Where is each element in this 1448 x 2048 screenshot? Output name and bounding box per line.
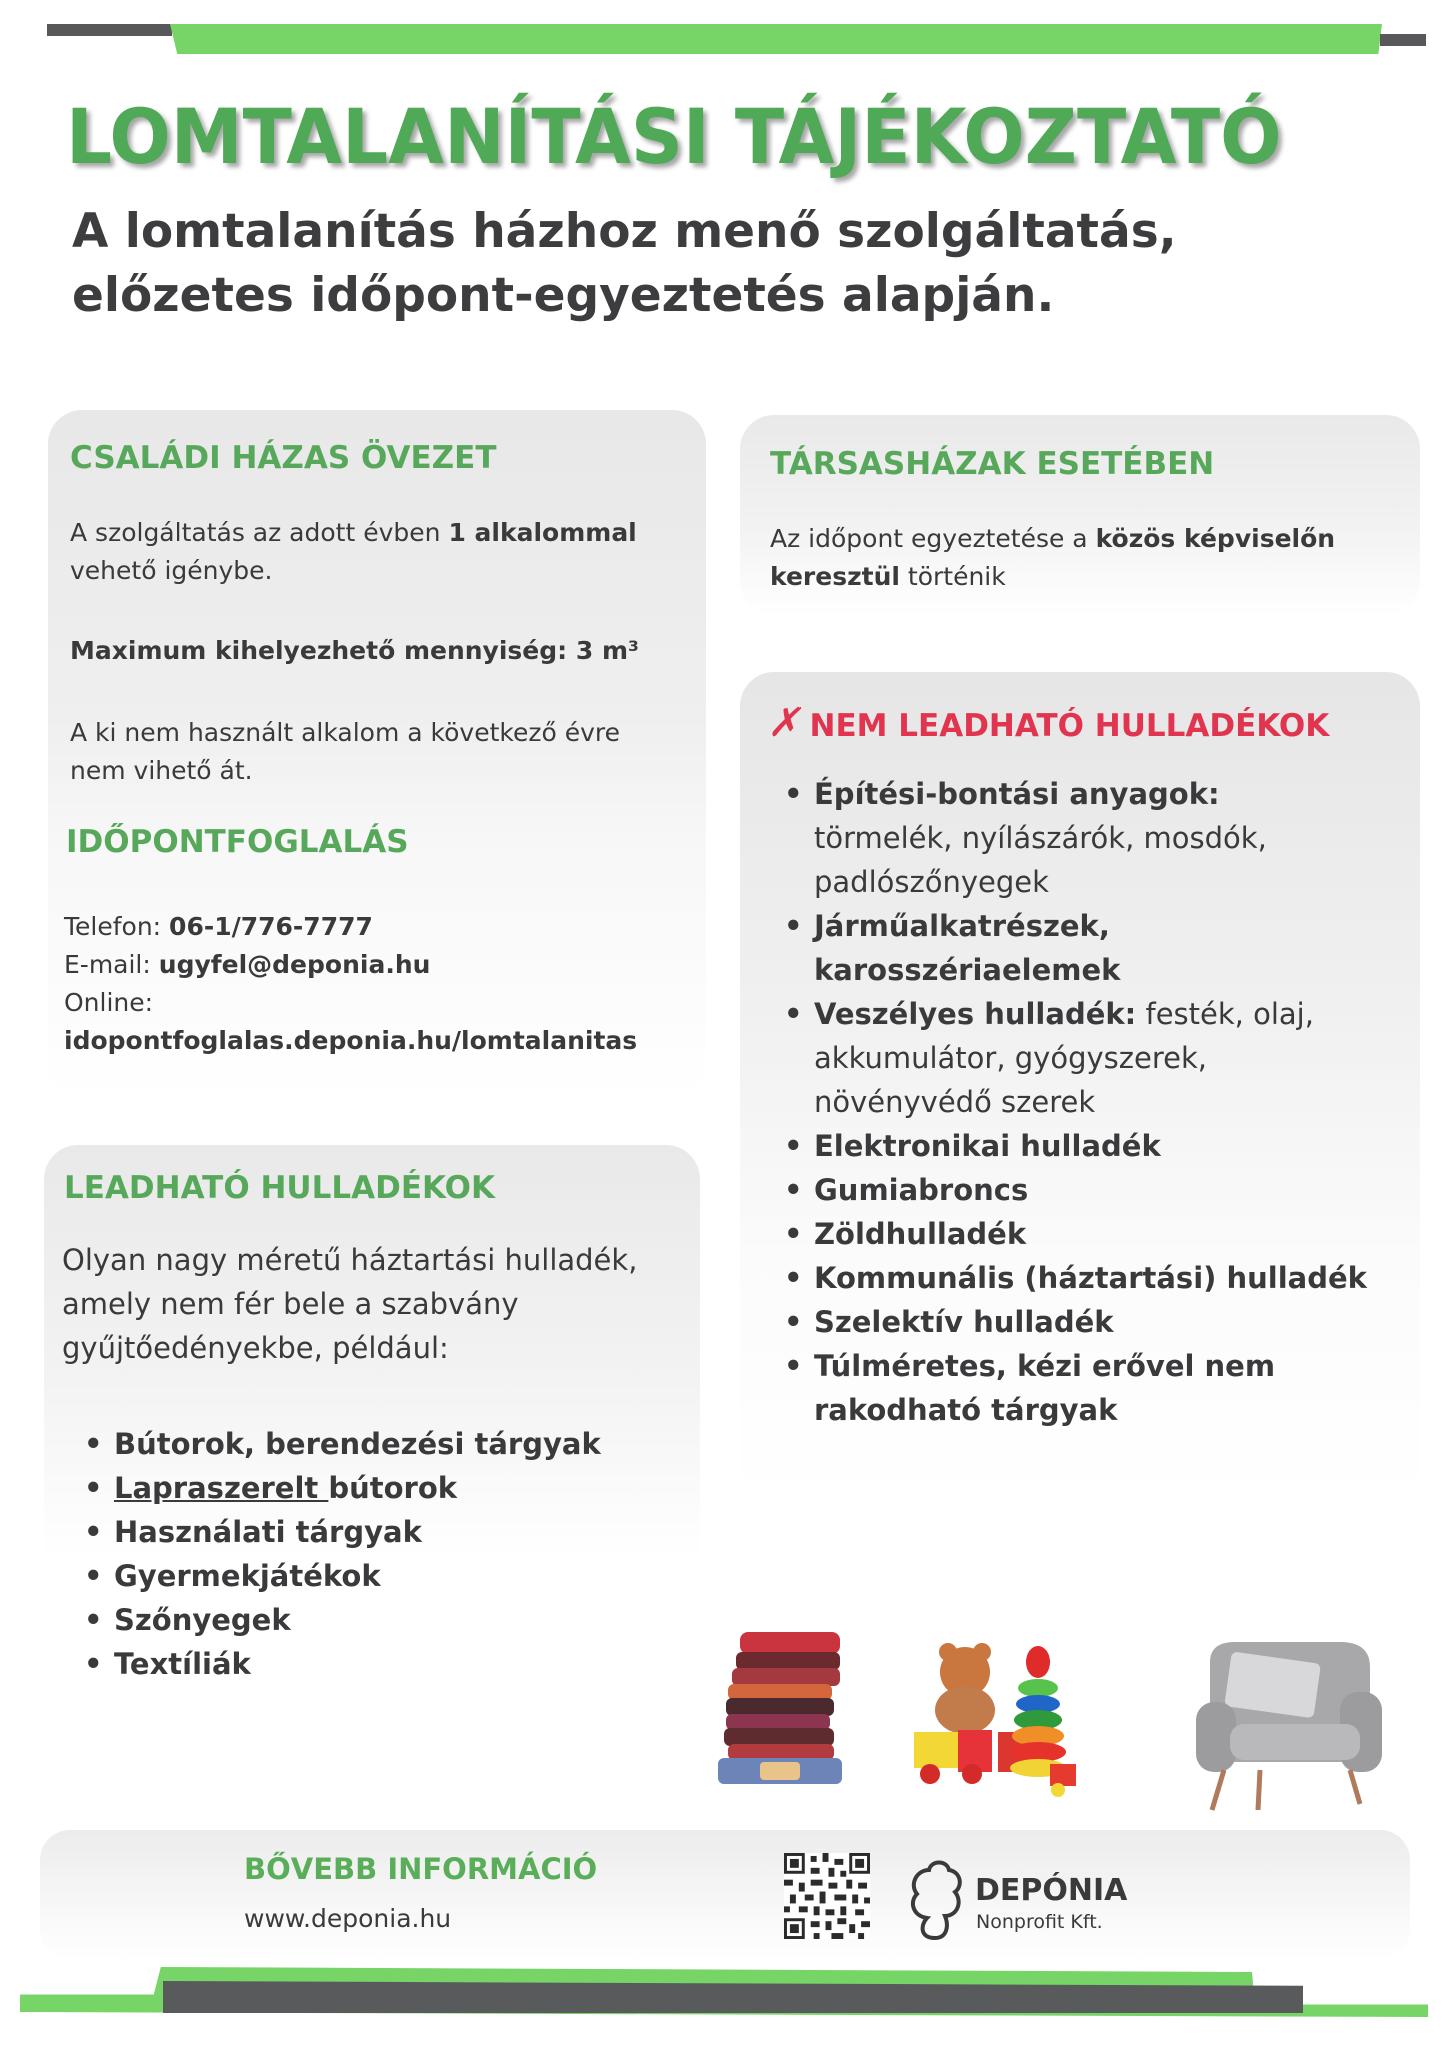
- subtitle-line-1: A lomtalanítás házhoz menő szolgáltatás,: [72, 204, 1177, 259]
- rejected-item: [780, 992, 1380, 1124]
- accepted-item-underlined: Lapraszerelt: [114, 1471, 329, 1505]
- rejected-item-title: Túlméretes, kézi erővel nem rakodható tárgyak: [814, 1349, 1276, 1427]
- rejected-item-title: Veszélyes hulladék:: [814, 997, 1137, 1031]
- family-zone-heading: CSALÁDI HÁZAS ÖVEZET: [70, 440, 497, 476]
- rejected-item-detail: festék, olaj, akkumulátor, gyógyszerek, növényvédő szerek: [814, 997, 1314, 1119]
- x-mark-icon: ✗: [765, 700, 809, 746]
- accepted-item: [80, 1422, 680, 1466]
- email-link[interactable]: ugyfel@deponia.hu: [158, 950, 431, 979]
- accepted-item-text: Textíliák: [114, 1647, 251, 1681]
- footer-website[interactable]: www.deponia.hu: [244, 1904, 452, 1933]
- rejected-item-title: Építési-bontási anyagok:: [814, 777, 1220, 811]
- rejected-item: [780, 904, 1380, 992]
- condos-text: Az időpont egyeztetése a közös képviselőn keresztül történik: [770, 524, 1336, 591]
- booking-email: E-mail: ugyfel@deponia.hu: [64, 950, 431, 979]
- page-subtitle: [72, 200, 1372, 328]
- accepted-heading: LEADHATÓ HULLADÉKOK: [64, 1170, 496, 1206]
- accepted-item-text: Használati tárgyak: [114, 1515, 422, 1549]
- rejected-list: [780, 772, 1380, 1432]
- accepted-item-text: bútorok: [328, 1471, 458, 1505]
- rejected-items: [780, 772, 1380, 1432]
- rejected-item: [780, 772, 1380, 904]
- rejected-item-title: Szelektív hulladék: [814, 1305, 1114, 1339]
- accepted-intro: Olyan nagy méretű háztartási hulladék, amely nem fér bele a szabvány gyűjtőedényekbe, például:: [62, 1243, 638, 1365]
- accepted-item-text: Gyermekjátékok: [114, 1559, 381, 1593]
- accepted-item-text: Bútorok, berendezési tárgyak: [114, 1427, 601, 1461]
- booking-phone: Telefon: 06-1/776-7777: [64, 912, 373, 941]
- page-title: LOMTALANÍTÁSI TÁJÉKOZTATÓ: [66, 92, 1282, 181]
- family-zone-text-3: A ki nem használt alkalom a következő évre nem vihető át.: [70, 718, 621, 785]
- accepted-item: [80, 1466, 680, 1510]
- accepted-item: [80, 1598, 680, 1642]
- accepted-item: [80, 1554, 680, 1598]
- accepted-items: [80, 1422, 680, 1686]
- accepted-item: [80, 1642, 680, 1686]
- phone-number[interactable]: 06-1/776-7777: [169, 912, 373, 941]
- rejected-item-title: Zöldhulladék: [814, 1217, 1027, 1251]
- condos-heading: TÁRSASHÁZAK ESETÉBEN: [770, 446, 1215, 482]
- rejected-heading: ✗NEM LEADHATÓ HULLADÉKOK: [765, 700, 1330, 746]
- bottom-bar-gray: [163, 1981, 1303, 2013]
- deponia-logo-subtitle: Nonprofit Kft.: [976, 1911, 1103, 1933]
- accepted-item: [80, 1510, 680, 1554]
- rejected-item: [780, 1344, 1380, 1432]
- booking-heading: IDŐPONTFOGLALÁS: [66, 824, 409, 860]
- rejected-item: [780, 1124, 1380, 1168]
- booking-online-label: Online:: [64, 988, 154, 1017]
- armchair-image: [1190, 1632, 1390, 1812]
- accepted-list: [80, 1422, 680, 1686]
- occasion-count: 1 alkalommal: [448, 518, 637, 547]
- toys-image: [910, 1632, 1080, 1802]
- rejected-item-title: Elektronikai hulladék: [814, 1129, 1161, 1163]
- subtitle-line-2: előzetes időpont-egyeztetés alapján.: [72, 268, 1055, 323]
- footer-panel: [40, 1830, 1410, 1960]
- footer-heading: BŐVEBB INFORMÁCIÓ: [244, 1852, 598, 1886]
- accepted-item-text: Szőnyegek: [114, 1603, 291, 1637]
- booking-online-link[interactable]: idopontfoglalas.deponia.hu/lomtalanitas: [64, 1026, 638, 1055]
- booking-details: [64, 908, 704, 1060]
- rejected-item-title: Kommunális (háztartási) hulladék: [814, 1261, 1367, 1295]
- rejected-item-detail: törmelék, nyílászárók, mosdók, padlószőnyegek: [814, 821, 1267, 899]
- deponia-tree-logo-icon: [905, 1856, 965, 1944]
- rejected-item: [780, 1212, 1380, 1256]
- family-zone-text-1: A szolgáltatás az adott évben 1 alkalommal vehető igénybe.: [70, 518, 637, 585]
- qr-code-icon[interactable]: [784, 1852, 870, 1940]
- rejected-item: [780, 1300, 1380, 1344]
- top-bar-green: [170, 24, 1382, 54]
- deponia-logo-name: DEPÓNIA: [975, 1873, 1128, 1908]
- max-quantity: Maximum kihelyezhető mennyiség: 3 m³: [70, 636, 639, 665]
- top-bar-gray-left: [47, 24, 172, 36]
- top-bar-gray-right: [1380, 34, 1426, 46]
- rejected-item-title: Gumiabroncs: [814, 1173, 1029, 1207]
- rejected-item: [780, 1168, 1380, 1212]
- rejected-item: [780, 1256, 1380, 1300]
- textiles-stack-image: [710, 1620, 890, 1790]
- rejected-item-title: Járműalkatrészek, karosszériaelemek: [814, 909, 1121, 987]
